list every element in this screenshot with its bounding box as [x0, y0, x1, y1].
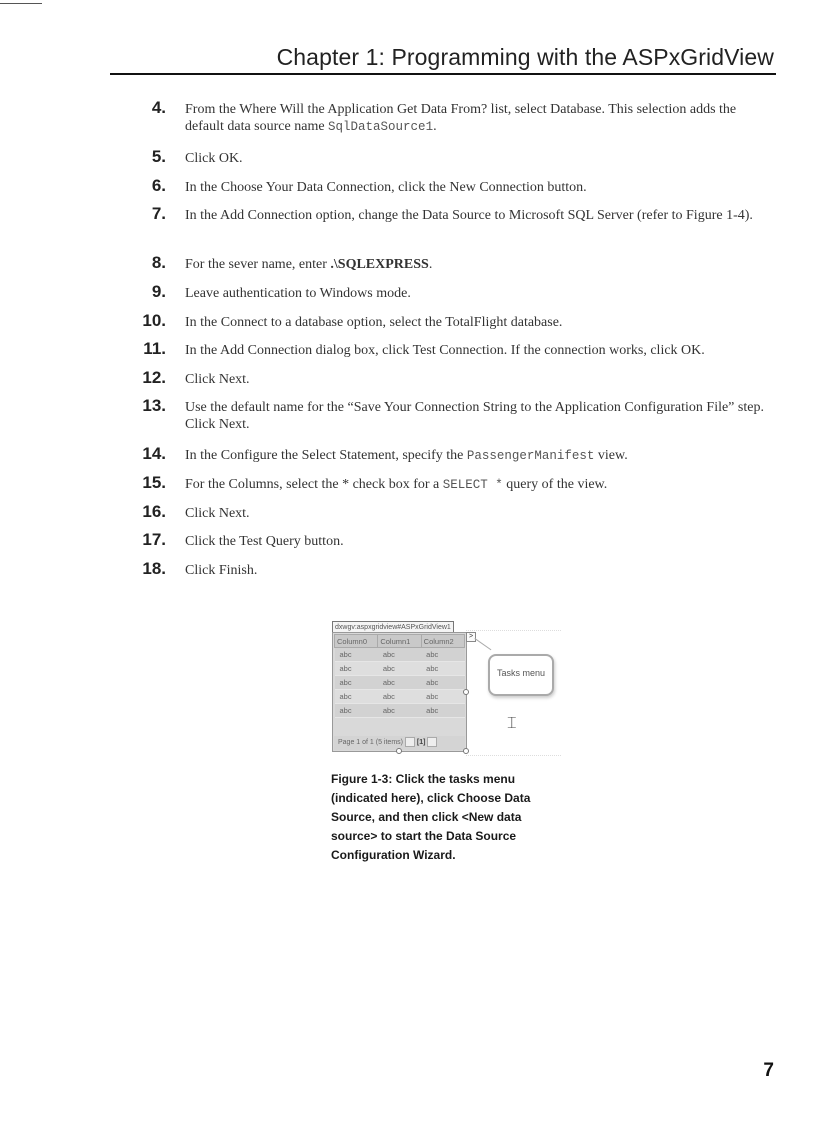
grid-body [335, 648, 465, 718]
code-sqldatasource1: SqlDataSource1 [328, 120, 434, 134]
running-head: Chapter 1: Programming with the ASPxGridView [276, 44, 774, 70]
step-text: In the Connect to a database option, select the TotalFlight database. [185, 315, 563, 330]
pager-prev-icon [405, 737, 415, 747]
grid-cell: abc [378, 662, 421, 676]
grid-cell: abc [421, 648, 464, 662]
step-number: 14. [142, 444, 166, 463]
step-text: Click Finish. [185, 563, 258, 578]
step-number: 4. [151, 98, 166, 117]
step-text-part: From the Where Will the Application Get Data From? list, select Database. This selection adds the default data source name [185, 102, 737, 134]
step-number: 18. [142, 559, 166, 578]
figure-caption: Figure 1-3: Click the tasks menu (indicated here), click Choose Data Source, and then click <New data source> to start the Data Source Configuration Wizard. [331, 772, 531, 862]
figure-1-3 [320, 618, 570, 758]
step-text: Use the default name for the “Save Your Connection String to the Application Configuration File” step. Click Next. [185, 400, 764, 432]
step-text-part: . [428, 257, 433, 272]
step-text: Click the Test Query button. [185, 534, 344, 549]
header-rule [110, 73, 776, 75]
grid-cell: abc [335, 704, 378, 718]
grid-column-header: Column2 [421, 635, 464, 648]
grid-table [334, 634, 465, 718]
step-text-part: view. [594, 448, 628, 463]
grid-row [335, 648, 465, 662]
step-text: Leave authentication to Windows mode. [185, 286, 411, 301]
pager-next-icon [427, 737, 437, 747]
tasks-smart-tag-icon: > [466, 632, 476, 642]
grid-column-header: Column0 [335, 635, 378, 648]
step-number: 11. [143, 339, 166, 358]
code-select: SELECT * [442, 478, 503, 492]
step-text-part: query of the view. [502, 477, 608, 492]
step-number: 6. [151, 176, 166, 195]
grid-header-row [335, 635, 465, 648]
corner-crop-mark [0, 3, 42, 4]
grid-cell: abc [335, 690, 378, 704]
resize-handle-icon [463, 748, 469, 754]
step-number: 15. [142, 473, 166, 492]
grid-row [335, 676, 465, 690]
step-text [185, 101, 770, 136]
step-text-part: For the sever name, enter [185, 257, 331, 272]
step-text: Click Next. [185, 372, 250, 387]
step-number: 17. [142, 530, 166, 549]
step-number: 5. [151, 147, 166, 166]
grid-cell: abc [378, 690, 421, 704]
step-text: Click OK. [185, 151, 243, 166]
step-text: Click Next. [185, 506, 250, 521]
step-number: 13. [142, 396, 166, 415]
step-number: 9. [151, 282, 166, 301]
step-text-part: . [433, 119, 437, 134]
grid-cell: abc [421, 690, 464, 704]
step-text-part: In the Configure the Select Statement, specify the [185, 448, 467, 463]
step-text [185, 256, 770, 273]
callout-label: Tasks menu [496, 668, 546, 678]
pager-current-page: [1] [416, 739, 426, 746]
grid-cell: abc [378, 676, 421, 690]
grid-cell: abc [421, 704, 464, 718]
step-number: 16. [142, 502, 166, 521]
tasks-menu-callout [488, 654, 554, 696]
grid-row [335, 662, 465, 676]
step-number: 12. [142, 368, 166, 387]
grid-row [335, 704, 465, 718]
grid-cell: abc [421, 676, 464, 690]
control-tag: dxwgv:aspxgridview#ASPxGridView1 [332, 621, 454, 634]
grid-cell: abc [421, 662, 464, 676]
grid-cell: abc [378, 704, 421, 718]
text-cursor-icon: ⌶ [507, 713, 517, 732]
grid-cell: abc [335, 676, 378, 690]
resize-handle-icon [396, 748, 402, 754]
step-text: In the Add Connection option, change the Data Source to Microsoft SQL Server (refer to Figure 1-4). [185, 208, 753, 223]
grid-cell: abc [378, 648, 421, 662]
server-name: .\SQLEXPRESS [330, 257, 429, 272]
step-text-part: For the Columns, select the * check box for a [185, 477, 443, 492]
resize-handle-icon [463, 689, 469, 695]
step-text [185, 476, 770, 494]
grid-view-preview [332, 632, 467, 752]
step-text [185, 447, 770, 465]
step-number: 8. [151, 253, 166, 272]
code-passengermanifest: PassengerManifest [466, 449, 595, 463]
pager-text: Page 1 of 1 (5 items) [338, 739, 403, 746]
step-text: In the Choose Your Data Connection, click the New Connection button. [185, 180, 587, 195]
page-number: 7 [763, 1060, 774, 1081]
step-text: In the Add Connection dialog box, click Test Connection. If the connection works, click OK. [185, 343, 705, 358]
step-number: 7. [151, 204, 166, 223]
step-number: 10. [142, 311, 166, 330]
grid-column-header: Column1 [378, 635, 421, 648]
grid-cell: abc [335, 648, 378, 662]
grid-cell: abc [335, 662, 378, 676]
grid-row [335, 690, 465, 704]
